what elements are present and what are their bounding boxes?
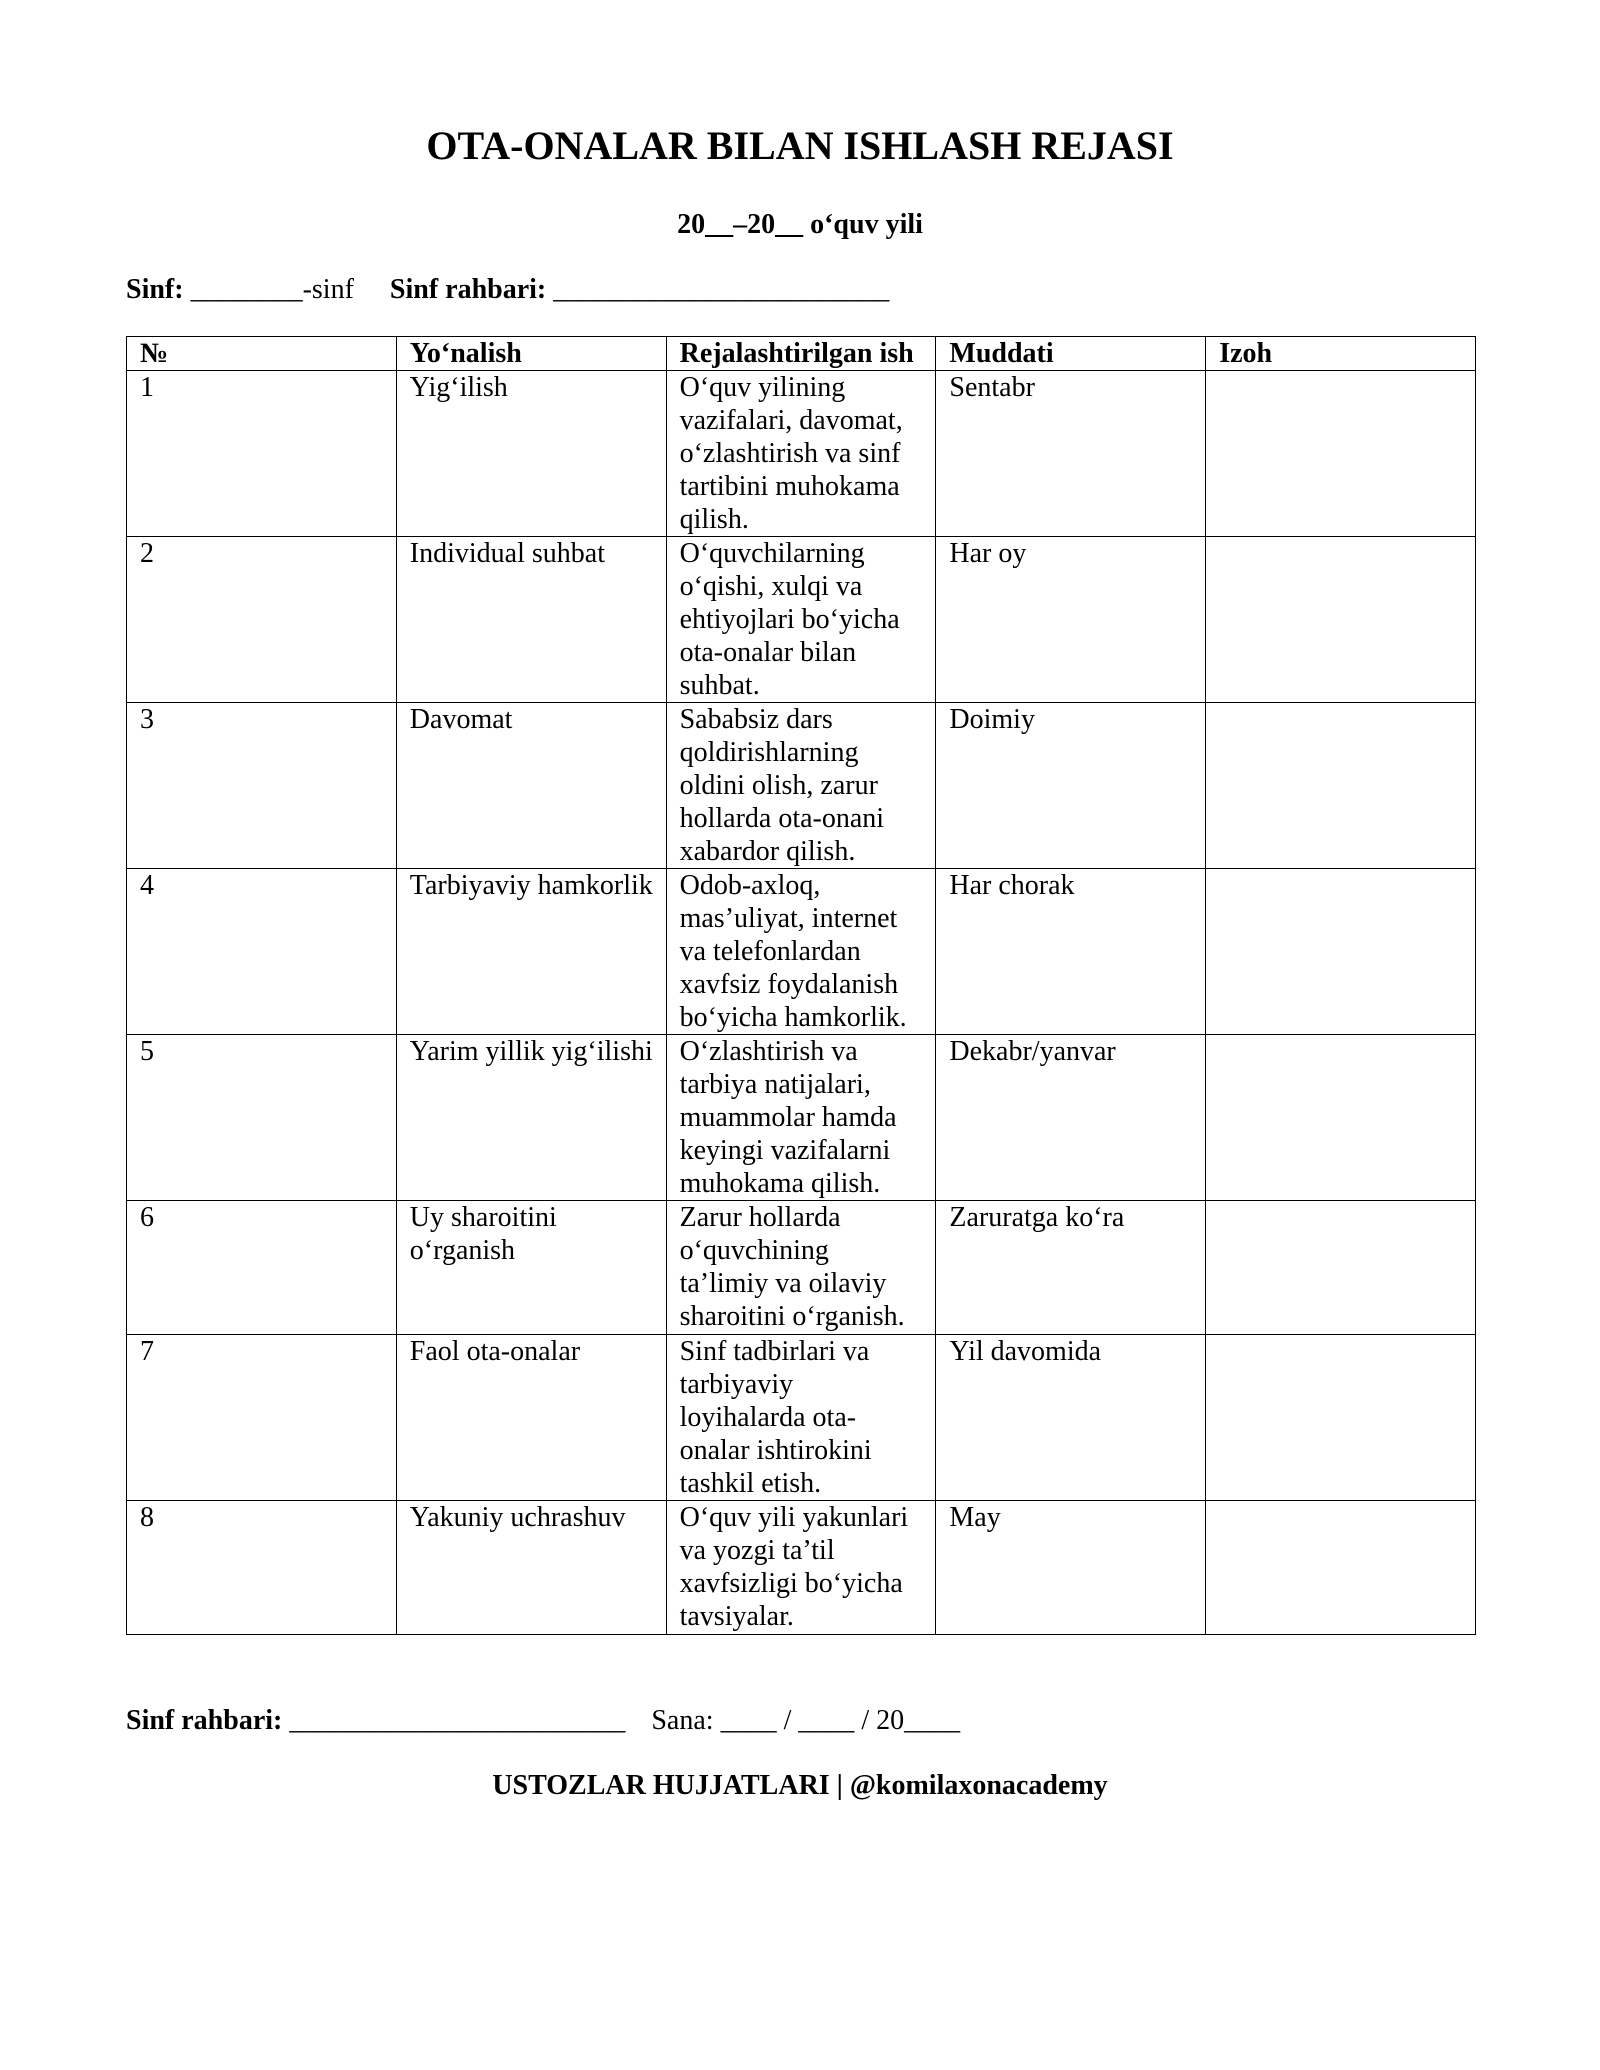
row-direction: Uy sharoitini o‘rganish [396,1201,666,1335]
table-row [127,1035,1476,1201]
row-deadline: Doimiy [936,703,1206,869]
row-number: 4 [127,869,397,1035]
row-deadline: Har oy [936,537,1206,703]
row-note [1206,1201,1476,1335]
row-number: 8 [127,1501,397,1635]
row-number: 7 [127,1335,397,1501]
row-note [1206,869,1476,1035]
header-direction: Yo‘nalish [396,337,666,371]
row-direction: Yig‘ilish [396,371,666,537]
class-teacher-field: ________________________ [546,274,890,305]
row-planned-work: Sababsiz dars qoldirishlarning oldini olish, zarur hollarda ota-onani xabardor qilish. [666,703,936,869]
row-direction: Faol ota-onalar [396,1335,666,1501]
row-number: 3 [127,703,397,869]
row-planned-work: Zarur hollarda o‘quvchining ta’limiy va oilaviy sharoitini o‘rganish. [666,1201,936,1335]
footer-teacher-field: ________________________ [282,1705,626,1736]
header-number: № [127,337,397,371]
row-planned-work: Sinf tadbirlari va tarbiyaviy loyihalarda ota-onalar ishtirokini tashkil etish. [666,1335,936,1501]
header-deadline: Muddati [936,337,1206,371]
table-row [127,869,1476,1035]
row-planned-work: O‘quv yilining vazifalari, davomat, o‘zlashtirish va sinf tartibini muhokama qilish. [666,371,936,537]
academic-year: 20__–20__ o‘quv yili [677,209,923,240]
row-number: 2 [127,537,397,703]
table-row [127,703,1476,869]
row-planned-work: O‘quvchilarning o‘qishi, xulqi va ehtiyojlari bo‘yicha ota-onalar bilan suhbat. [666,537,936,703]
date-field: Sana: ____ / ____ / 20____ [651,1705,961,1736]
row-note [1206,1335,1476,1501]
row-direction: Yarim yillik yig‘ilishi [396,1035,666,1201]
table-row [127,371,1476,537]
table-row [127,537,1476,703]
class-label: Sinf: [126,274,184,305]
row-note [1206,371,1476,537]
table-row [127,1335,1476,1501]
row-note [1206,1035,1476,1201]
row-deadline: May [936,1501,1206,1635]
plan-table [126,336,1476,1635]
row-deadline: Zaruratga ko‘ra [936,1201,1206,1335]
row-deadline: Har chorak [936,869,1206,1035]
row-deadline: Sentabr [936,371,1206,537]
header-note: Izoh [1206,337,1476,371]
class-field: ________-sinf [183,274,354,305]
footer-credit: USTOZLAR HUJJATLARI | @komilaxonacademy [492,1770,1108,1801]
table-header-row [127,337,1476,371]
row-direction: Individual suhbat [396,537,666,703]
row-deadline: Yil davomida [936,1335,1206,1501]
header-planned-work: Rejalashtirilgan ish [666,337,936,371]
row-direction: Yakuniy uchrashuv [396,1501,666,1635]
row-number: 5 [127,1035,397,1201]
signature-line [126,1703,960,1739]
row-planned-work: O‘quv yili yakunlari va yozgi ta’til xavfsizligi bo‘yicha tavsiyalar. [666,1501,936,1635]
row-direction: Tarbiyaviy hamkorlik [396,869,666,1035]
row-planned-work: Odob-axloq, mas’uliyat, internet va telefonlardan xavfsiz foydalanish bo‘yicha hamkorlik. [666,869,936,1035]
row-note [1206,1501,1476,1635]
table-row [127,1501,1476,1635]
table-row [127,1201,1476,1335]
row-direction: Davomat [396,703,666,869]
row-planned-work: O‘zlashtirish va tarbiya natijalari, muammolar hamda keyingi vazifalarni muhokama qilish. [666,1035,936,1201]
document-title: OTA-ONALAR BILAN ISHLASH REJASI [426,123,1174,168]
row-number: 1 [127,371,397,537]
footer-teacher-label: Sinf rahbari: [126,1705,283,1736]
class-info-line [126,272,889,308]
row-note [1206,537,1476,703]
row-note [1206,703,1476,869]
row-number: 6 [127,1201,397,1335]
row-deadline: Dekabr/yanvar [936,1035,1206,1201]
class-teacher-label: Sinf rahbari: [389,274,547,305]
